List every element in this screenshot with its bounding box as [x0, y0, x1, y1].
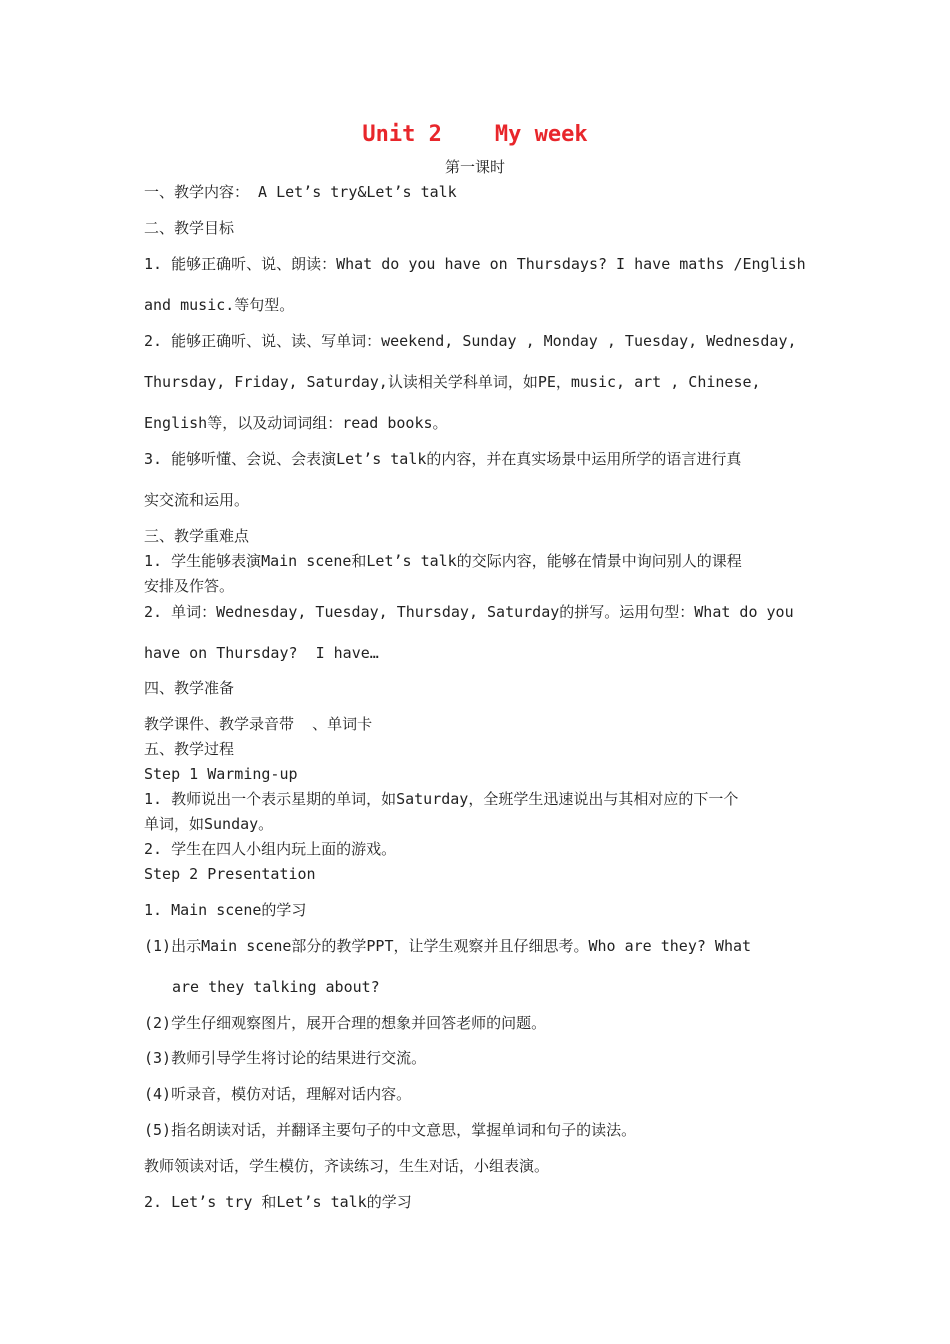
text-line: Thursday, Friday, Saturday,认读相关学科单词，如PE，music, art , Chinese, [144, 373, 761, 391]
text-line: 1. 学生能够表演Main scene和Let’s talk的交际内容，能够在情景中询问别人的课程 [144, 552, 742, 570]
text-line: English等，以及动词词组：read books。 [144, 414, 448, 432]
text-line: 单词，如Sunday。 [144, 815, 274, 833]
document-title: Unit 2 My week [362, 122, 588, 147]
text-line: 1. 教师说出一个表示星期的单词，如Saturday，全班学生迅速说出与其相对应的下一个 [144, 790, 739, 808]
text-line: 2. 能够正确听、说、读、写单词：weekend, Sunday , Monday , Tuesday, Wednesday, [144, 332, 797, 350]
text-line: 二、教学目标 [144, 219, 235, 237]
text-line: 1. Main scene的学习 [144, 901, 307, 919]
text-line: (4)听录音，模仿对话，理解对话内容。 [144, 1085, 412, 1103]
text-line: 3. 能够听懂、会说、会表演Let’s talk的内容，并在真实场景中运用所学的语言进行真 [144, 450, 742, 468]
text-line: Step 2 Presentation [144, 865, 316, 883]
text-line: (2)学生仔细观察图片，展开合理的想象并回答老师的问题。 [144, 1014, 547, 1032]
document-subtitle: 第一课时 [444, 158, 505, 176]
text-line: 一、教学内容： A Let’s try&Let’s talk [144, 183, 457, 201]
text-line: (5)指名朗读对话，并翻译主要句子的中文意思，掌握单词和句子的读法。 [144, 1121, 637, 1139]
text-line: Step 1 Warming-up [144, 765, 298, 783]
text-line: 四、教学准备 [144, 679, 235, 697]
text-line: 2. 单词：Wednesday, Tuesday, Thursday, Saturday的拼写。运用句型：What do you [144, 603, 794, 621]
text-line: (1)出示Main scene部分的教学PPT，让学生观察并且仔细思考。Who are they? What [144, 937, 752, 955]
text-line: 实交流和运用。 [144, 491, 250, 509]
text-line: and music.等句型。 [144, 296, 295, 314]
text-line: are they talking about? [172, 978, 380, 996]
text-line: 三、教学重难点 [144, 527, 250, 545]
text-line: (3)教师引导学生将讨论的结果进行交流。 [144, 1049, 427, 1067]
text-line: 2. 学生在四人小组内玩上面的游戏。 [144, 840, 397, 858]
text-line: 教学课件、教学录音带 、单词卡 [144, 715, 373, 733]
text-line: 五、教学过程 [144, 740, 235, 758]
text-line: 教师领读对话，学生模仿，齐读练习，生生对话，小组表演。 [144, 1157, 550, 1175]
text-line: have on Thursday? I have… [144, 644, 379, 662]
text-line: 1. 能够正确听、说、朗读：What do you have on Thursdays? I have maths /English [144, 255, 806, 273]
text-line: 安排及作答。 [144, 577, 235, 595]
text-line: 2. Let’s try 和Let’s talk的学习 [144, 1193, 412, 1211]
